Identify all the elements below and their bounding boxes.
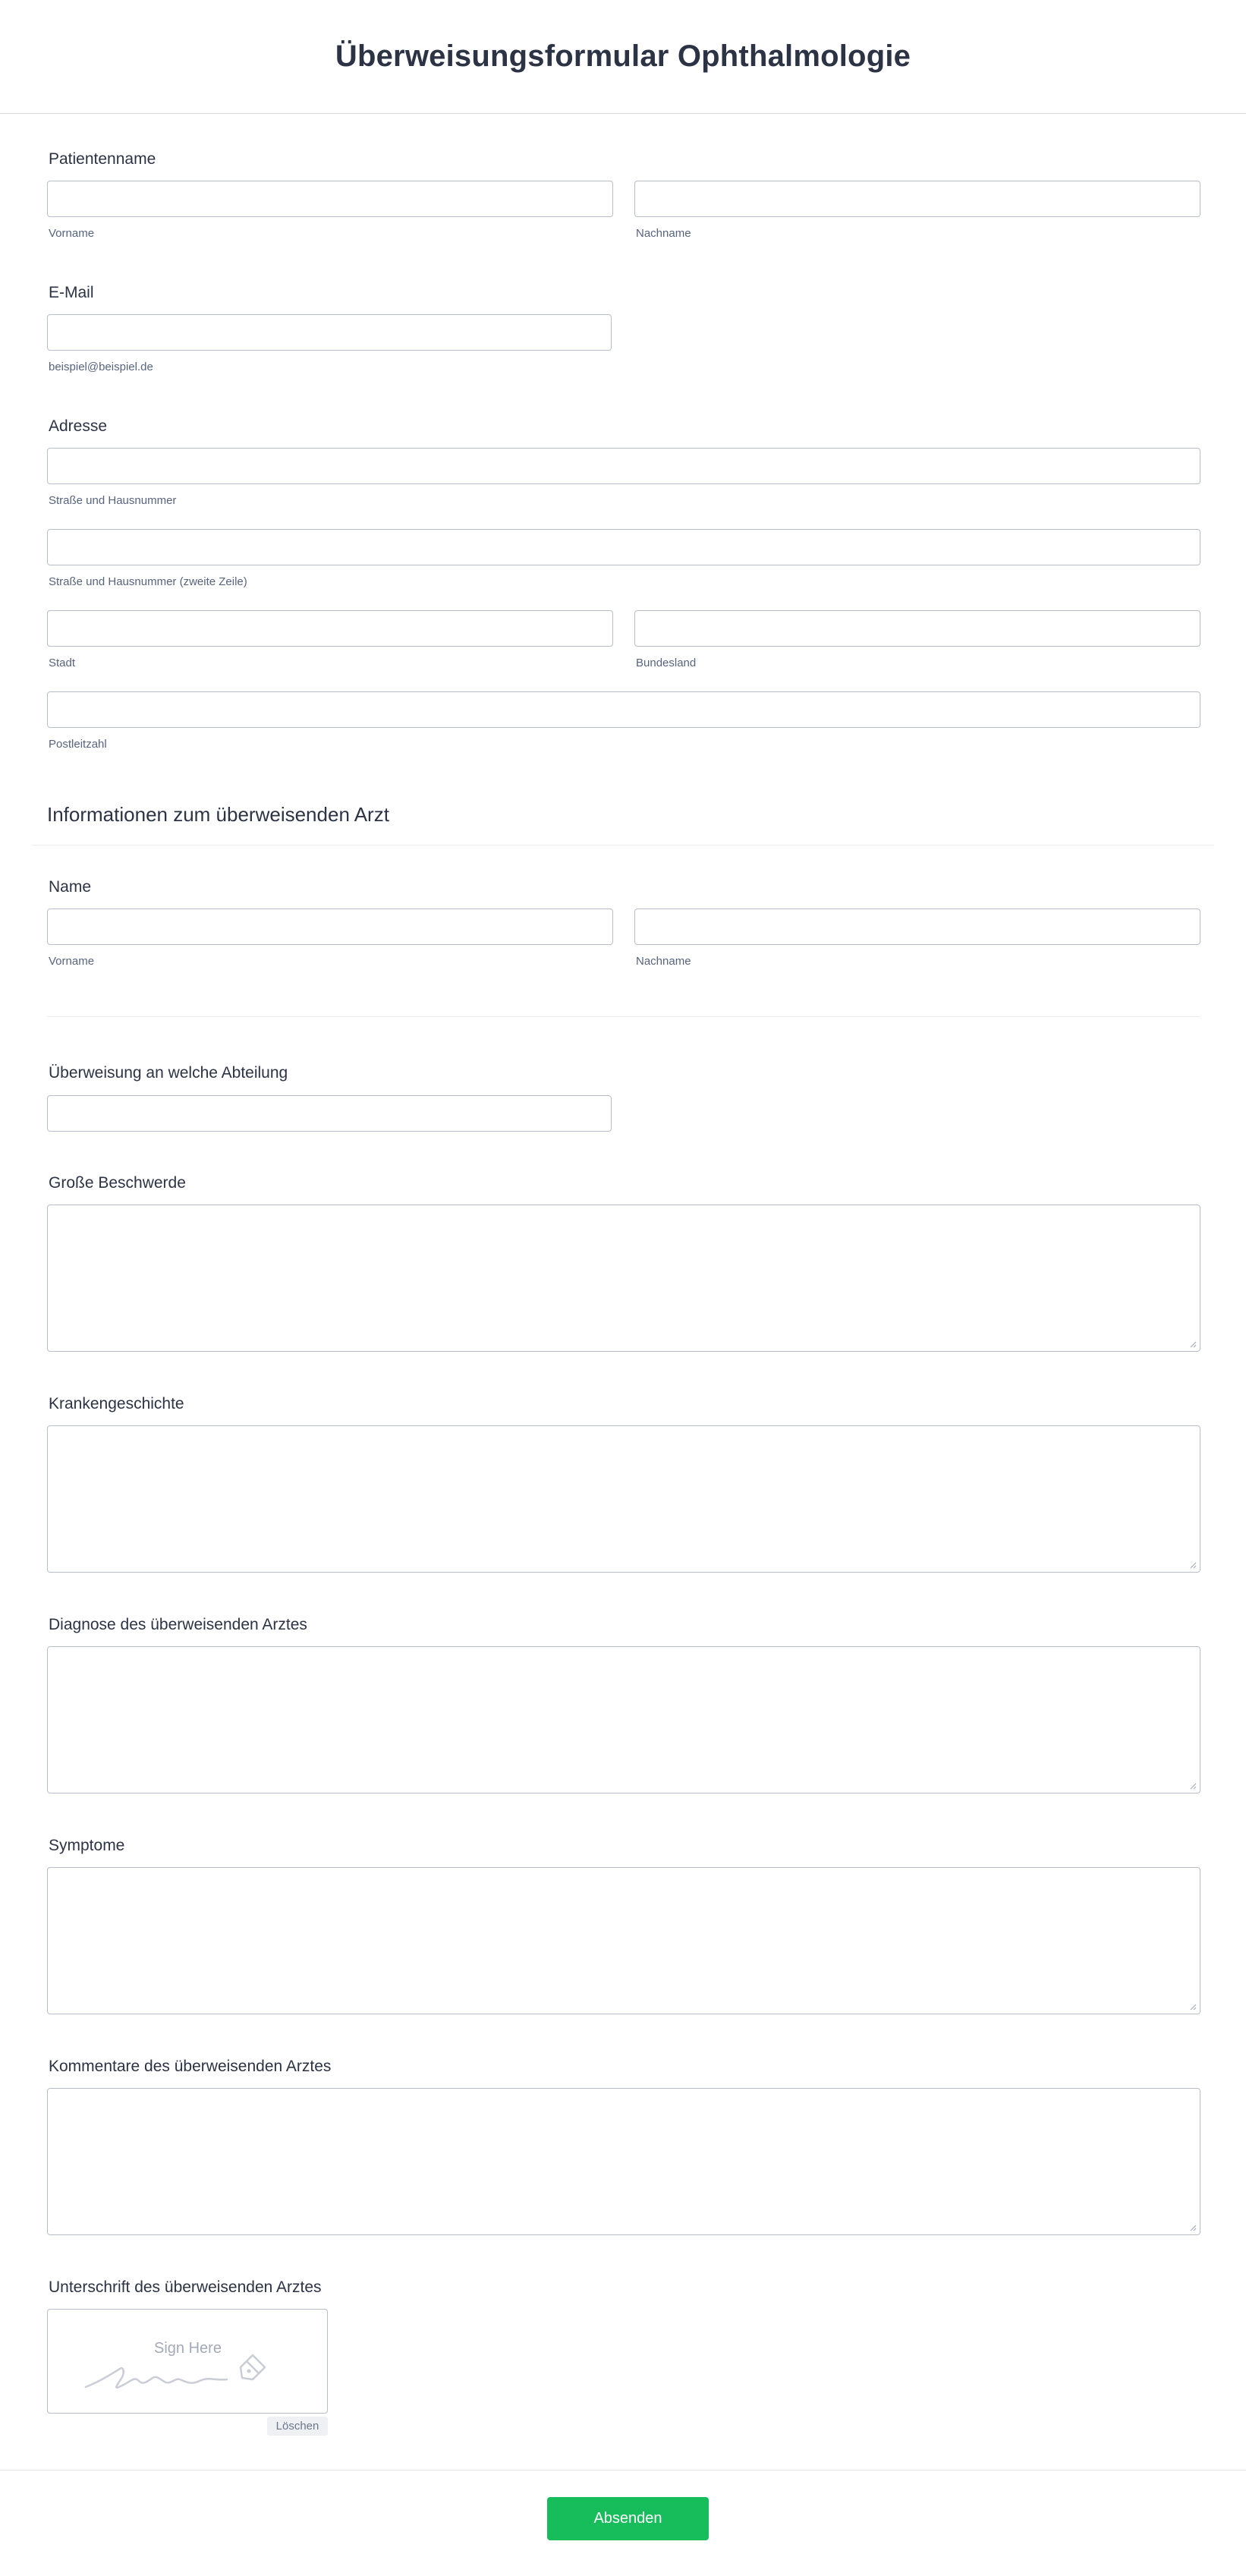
patient-name-label: Patientenname	[49, 150, 156, 168]
city-sublabel: Stadt	[49, 657, 76, 669]
email-sublabel: beispiel@beispiel.de	[49, 361, 153, 373]
department-label: Überweisung an welche Abteilung	[49, 1064, 288, 1082]
doctor-first-name-input[interactable]	[47, 909, 613, 945]
complaint-label: Große Beschwerde	[49, 1174, 186, 1192]
state-sublabel: Bundesland	[636, 657, 697, 669]
diagnosis-textarea[interactable]	[47, 1646, 1200, 1793]
street-input[interactable]	[47, 448, 1200, 484]
patient-first-name-sublabel: Vorname	[49, 227, 95, 240]
resize-handle-icon[interactable]	[1189, 2224, 1197, 2231]
comments-label: Kommentare des überweisenden Arztes	[49, 2058, 332, 2075]
resize-handle-icon[interactable]	[1189, 1782, 1197, 1790]
address-label: Adresse	[49, 417, 108, 435]
street-sublabel: Straße und Hausnummer	[49, 494, 177, 507]
resize-handle-icon[interactable]	[1189, 1561, 1197, 1569]
form-header	[0, 0, 1246, 114]
street2-input[interactable]	[47, 529, 1200, 565]
patient-last-name-input[interactable]	[634, 181, 1200, 217]
email-label: E-Mail	[49, 284, 94, 301]
email-input[interactable]	[47, 314, 612, 351]
city-input[interactable]	[47, 610, 613, 647]
street2-sublabel: Straße und Hausnummer (zweite Zeile)	[49, 575, 247, 588]
doctor-last-name-sublabel: Nachname	[636, 955, 691, 968]
signature-placeholder: Sign Here	[154, 2340, 222, 2357]
section-divider	[32, 845, 1214, 846]
history-label: Krankengeschichte	[49, 1395, 184, 1412]
complaint-textarea[interactable]	[47, 1205, 1200, 1352]
symptoms-label: Symptome	[49, 1837, 125, 1854]
section-divider-2	[47, 1016, 1200, 1017]
submit-button[interactable]: Absenden	[547, 2497, 709, 2540]
signature-pad[interactable]	[47, 2309, 328, 2414]
zip-sublabel: Postleitzahl	[49, 738, 107, 751]
form-title: Überweisungsformular Ophthalmologie	[335, 39, 911, 73]
doctor-section-title: Informationen zum überweisenden Arzt	[47, 803, 389, 826]
signature-scribble-icon	[78, 2343, 306, 2396]
department-input[interactable]	[47, 1095, 612, 1132]
history-textarea[interactable]	[47, 1425, 1200, 1573]
patient-last-name-sublabel: Nachname	[636, 227, 691, 240]
symptoms-textarea[interactable]	[47, 1867, 1200, 2014]
doctor-last-name-input[interactable]	[634, 909, 1200, 945]
patient-first-name-input[interactable]	[47, 181, 613, 217]
footer-divider	[0, 2470, 1246, 2471]
comments-textarea[interactable]	[47, 2088, 1200, 2235]
resize-handle-icon[interactable]	[1189, 2003, 1197, 2011]
zip-input[interactable]	[47, 691, 1200, 728]
signature-label: Unterschrift des überweisenden Arztes	[49, 2278, 322, 2296]
doctor-name-label: Name	[49, 878, 92, 896]
doctor-first-name-sublabel: Vorname	[49, 955, 95, 968]
clear-signature-button[interactable]: Löschen	[267, 2417, 328, 2436]
state-input[interactable]	[634, 610, 1200, 647]
diagnosis-label: Diagnose des überweisenden Arztes	[49, 1616, 307, 1633]
resize-handle-icon[interactable]	[1189, 1340, 1197, 1348]
